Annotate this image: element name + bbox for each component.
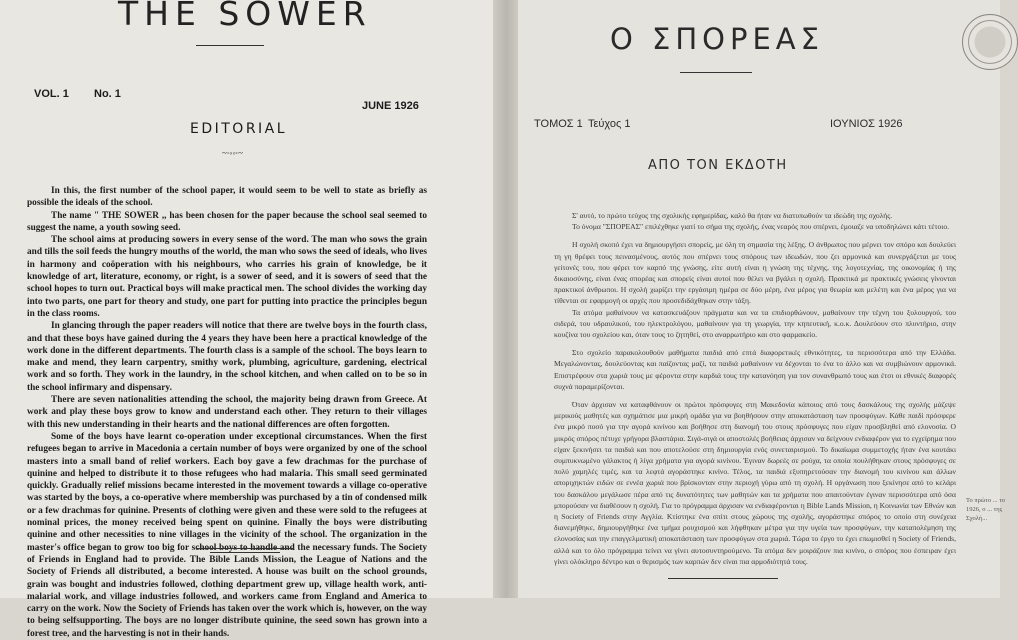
end-rule [196, 548, 294, 549]
editorial-body [554, 210, 956, 567]
paragraph: Η σχολή σκοπό έχει να δημιουργήσει σπορείς, με όλη τη σημασία της λέξης. Ο άνθρωπος που μέρνει τον σπόρο και δουλεύει τη γη θρέφει τους πεινασμένους, αυτός που σπέρνει τους σπόρους των ιδεωδών, που ζει αρμονικά και συνεργάζεται με τους γείτονές του, που φέρει τον καρπό της γνώσης, είτε αυτή είναι η γνώση της τέχνης, της λογοτεχνίας, της οικονομίας ή της δικαιοσύνης, είναι ένας σπορέας και σπορείς είναι αυτοί που θέλει να βγάλει η σχολή. Πρακτικά με πρακτικές γνώσεις γίνονται πρακτικοί άνθρωποι. Η σχολή χωρίζει την εργάσιμη ημέρα σε δύο μέρη, ένα μέρος για θεωρία και μελέτη και ένα μέρος για να τίθενται σε εφαρμογή οι αρχές που προσεδιδάχθηκαν στην τάξη. [554, 240, 956, 306]
issue-number: Τεύχος 1 [588, 118, 631, 130]
paragraph: The name " THE SOWER ,, has been chosen for the paper because the school seal seemed to suggest the name, a youth sowing seed. [27, 210, 427, 233]
editorial-title: EDITORIAL [190, 121, 288, 137]
editorial-title: ΑΠΟ ΤΟΝ ΕΚΔΟΤΗ [648, 158, 788, 173]
paragraph: Όταν άρχισαν να καταφθάνουν οι πρώτοι πρόσφυγες στη Μακεδονία κάποιος από τους δασκάλους της σχολής μάζεψε μερικούς μαθητές και σχημάτισε μια μικρή ομάδα για να βοηθήσουν στην αποκατάσταση των προσφύγων. Κάθε παιδί πρόσφερε ένα μικρό ποσό για την αγορά κινίνου και βοήθησε στη διανομή του στους πρόσφυγες που είχαν προσβληθεί από ελονοσία. Ο μικρός σπόρος πέτυχε γρήγορα βλαστάρια. Σιγά-σιγά οι αποστολές βοήθειας άρχισαν να δείχνουν ενδιαφέρον για το εγχείρημα που είχαν ξεκινήσει τα παιδιά και που αποτελούσε στη δημιουργία ενός συνεταιρισμού. Το δικαίωμα συμμετοχής ήταν ένα κουτάκι συμπυκνωμένο γάλακτος ή λίγα χρήματα για αγορά κινίνου. Έγιναν δωρεές σε ρούχα, τα οποία πουλήθηκαν στους πρόσφυγες σε πολύ χαμηλές τιμές, και τα λεφτά αγοράστηκε κινίνο. Τέλος, τα παιδιά εξυπηρετούσαν την διανομή του κινίνου και άλλων αποριχηκτών ειδών σε εννέα χωριά που βρίσκονταν στην περιοχή γύρω από τη σχολή. Η οργάνωση που ξεκίνησε από το κελάρι του δασκάλου μεγάλωσε πέρα από τις δυνατότητες των μαθητών και τα χρήματα που απαιτούνταν έγιναν περισσότερα από όσα μπορούσαν να διαθέσουν η σχολή. Για το πρόγραμμα άρχισαν να ενδιαφέρονται η Bible Lands Mission, η Κοινωνία των Εθνών και η Society of Friends στην Αγγλία. Κτίστηκε ένα σπίτι στους χώρους της σχολής, αγοράστηκε σπόρος το οποίο στη συνέχεια διανεμήθηκε, δημιουργήθηκε ένα τμήμα ρουχισμού και λήφθηκαν μέτρα για την υγεία των προσφύγων, την καταπολέμηση της ελονοσίας και την επαγγελματική αποκατάσταση των προσφύγων στα χωριά. Τώρα το έργο το έχει επωμισθεί η Society of Friends, αλλά και το όλο πρόγραμμα τείνει να γίνει αυτοσυντηρούμενο. Τα ατόμα δεν μοιράζουν πια κινίνο, ο σπόρος που έσπειραν έχει γίνει ολόκληρο δέντρο και ο θερισμός των καρπών δεν είναι πια αρμοδιότητά τους. [554, 400, 956, 566]
paragraph: Σ' αυτό, το πρώτο τεύχος της σχολικής εφημερίδας, καλό θα ήταν να διατυπωθούν τα ιδεώδη της σχολής. [572, 211, 893, 220]
ornament-divider: ~⸱◦◦⸱~ [222, 148, 243, 158]
masthead-english: THE SOWER [118, 0, 372, 33]
paragraph: Το όνομα "ΣΠΟΡΕΑΣ" επιλέχθηκε γιατί το σήμα της σχολής, ένας νεαρός που σπέρνει, έμοιαζε να υποδηλώνει κάτι τέτοιο. [572, 222, 950, 232]
paragraph: There are seven nationalities attending the school, the majority being drawn from Greece. At work and play these boys grow to know and understand each other. They return to their villages with this new understanding in their hearts and the national differences are often forgotten. [27, 395, 427, 430]
masthead-rule [680, 72, 752, 73]
volume-label: ΤΟΜΟΣ 1 [534, 118, 583, 130]
end-rule [668, 578, 778, 579]
masthead-greek: Ο ΣΠΟΡΕΑΣ [610, 22, 824, 56]
paragraph: Στο σχολείο παρακολουθούν μαθήματα παιδιά από επτά διαφορετικές εθνικότητες, τα περισσότερα από την Ελλάδα. Μεγαλώνοντας, δουλεύοντας και παίζοντας μαζί, τα παιδιά μαθαίνουν να δέχονται το ένα το άλλο και να συμβιώνουν αρμονικά. Επιστρέφουν στα χωριά τους με φέροντα στην καρδιά τους την κατανόηση για τον συνανθρωπό τους και έτσι οι εθνικές διαφορές συχνά παραμερίζονται. [554, 348, 956, 391]
volume-label: VOL. 1 [34, 88, 69, 100]
masthead-rule [196, 45, 264, 46]
end-rule-short [210, 552, 280, 553]
paragraph: In glancing through the paper readers will notice that there are twelve boys in the fourth class, and that these boys have gained during the 4 years they have been here a practical knowledge of the work done in the different departments. The fourth class is a sample of the school. The boys learn to make and mend, they learn carpentry, smithy work, plumbing, agriculture, gardening, electrical work and so forth. They work in the laundry, in the school kitchen, and when called on to be so in the school infirmary and dispensary. [27, 321, 427, 393]
issue-date: ΙΟΥΝΙΟΣ 1926 [830, 118, 903, 130]
english-page [0, 0, 497, 639]
paragraph: Some of the boys have learnt co-operation under exceptional circumstances. When the first refugees began to arrive in Macedonia a certain number of boys were organized by one of the school masters into a small band of relief workers. Each boy gave a few drachmas for the purchase of quinine and helped to distribute it to those refugees who had malaria. This small seed germinated quickly. Gradually relief missions became interested in the movement towards a village co-operative was started by the boys, a co-operative where membership was purchased by a tin of condensed milk or a few drachmas for quinine. Presents of clothing were given and these were sold to the refugees at nominal prices, the money received being spent on quinine. Finally the boys were distributing quinine and other necessities to nine villages in the vicinity of the school. The organization in the master's office began to grow too big for school boys to handle and the necessary funds. The Society of Friends in England had to provide. The Bible Lands Mission, the League of Nations and the Society of Friends all distributed, a become interested. A house was built on the school grounds, grain was bought and industries followed, clothing department grew up, village health work, anti-malarial work, and village industries followed, and workers came from England and America to carry on the work. Now the Society of Friends has taken over the work which is, however, on the way to being selfsupporting. The boys are no longer distribute quinine, the seed sown has grown into a forest tree, and the harvesting is not in their hands. [27, 431, 427, 639]
editorial-body [27, 185, 427, 640]
issue-number: No. 1 [94, 88, 121, 100]
greek-page [518, 0, 1006, 598]
issue-date: JUNE 1926 [362, 100, 419, 112]
margin-note: Το πρώτο ... το 1926, ο ... της Σχολή... [966, 497, 1006, 522]
school-seal [962, 14, 1018, 70]
paragraph: Τα ατόμα μαθαίνουν να κατασκευάζουν πράγματα και να τα επιδιορθώνουν, μαθαίνουν την τέχνη του ξυλουργού, του σιδερά, του υδραυλικού, του ηλεκτρολόγου, μαθαίνουν για τη γεωργία, την κηπευτική, κ.ο.κ. Δουλεύουν στο πλυντήριο, στην κουζίνα του σχολείου και, όταν τους το ζητηθεί, στο αναρρωτήριο και στο φαρμακείο. [554, 307, 956, 340]
paragraph: In this, the first number of the school paper, it would seem to be well to state as briefly as possible the ideals of the school. [27, 186, 427, 209]
paragraph: The school aims at producing sowers in every sense of the word. The man who sows the grain and tills the soil feeds the hungry mouths of the world, the man who sows the seed of ideals, who lives in harmony and coöperation with his neighbours, who carries his grain of knowledge, be it knowledge of art, literature, economy, or right, is a sower of seed, and it is sowers of seed that the school hopes to turn out. Practical boys will make practical men. The school divides the working day into two parts, one part for theory and study, one part for putting into practice the principles begun in the class rooms. [27, 235, 427, 319]
